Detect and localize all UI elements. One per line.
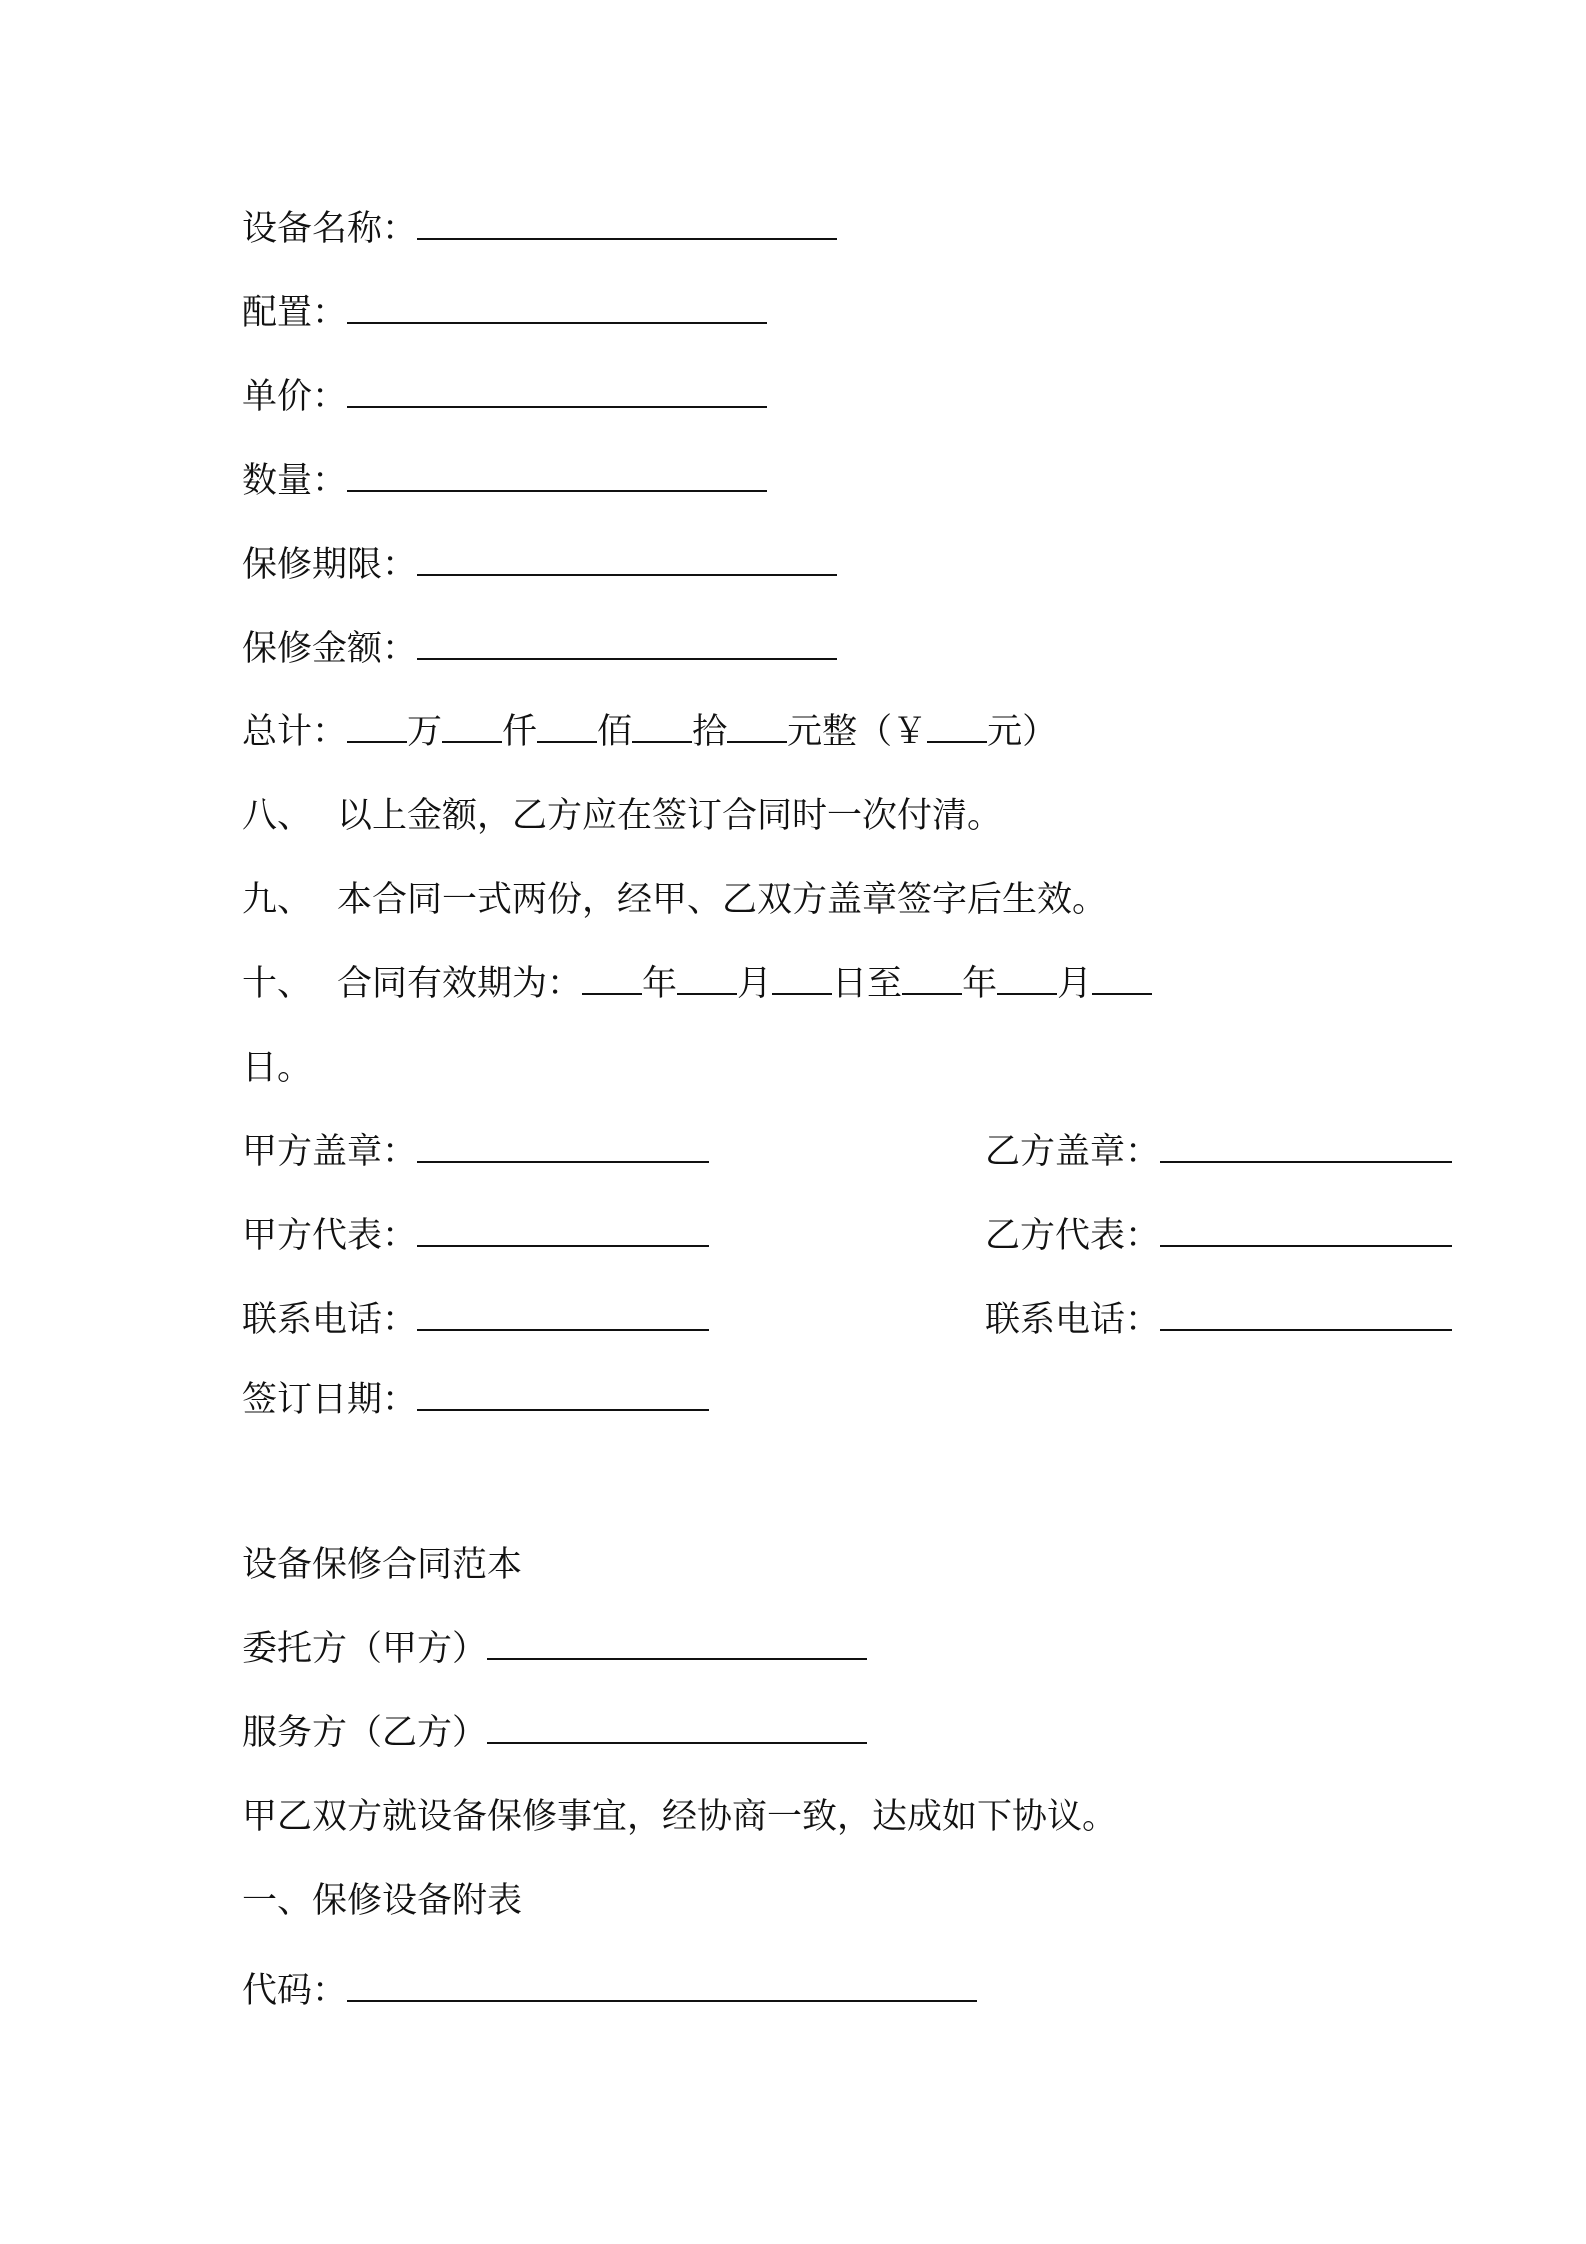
equipment-name-line [242,205,837,253]
provider-blank[interactable] [487,1712,867,1744]
party-b-rep-blank[interactable] [1160,1215,1452,1247]
total-wan-blank[interactable] [347,711,407,743]
end-month-blank[interactable] [997,963,1057,995]
clause-10 [242,960,1152,1008]
representative-row [242,1212,1161,1260]
party-a-phone-label: 联系电话： [242,1300,418,1340]
party-b-rep [985,1212,1452,1260]
client-blank[interactable] [487,1628,867,1660]
party-b-rep-label: 乙方代表： [985,1216,1161,1256]
sign-date-label: 签订日期： [242,1380,418,1420]
total-qian-unit: 仟 [502,712,538,752]
provider-label: 服务方（乙方） [242,1713,488,1753]
start-year-blank[interactable] [582,963,642,995]
clause-8 [242,792,1002,840]
seal-row [242,1128,1161,1176]
clause-10-text: 合同有效期为： [337,964,583,1004]
code-label: 代码： [242,1971,348,2011]
total-yuan-blank[interactable] [727,711,787,743]
total-rmb-blank[interactable] [927,711,987,743]
quantity-label: 数量： [242,461,348,501]
warranty-amount-blank[interactable] [417,628,837,660]
party-b-seal-label: 乙方盖章： [985,1132,1161,1172]
end-year-blank[interactable] [902,963,962,995]
equipment-name-blank[interactable] [417,208,837,240]
end-year-unit: 年 [962,964,998,1004]
total-qian-blank[interactable] [442,711,502,743]
start-month-unit: 月 [737,964,773,1004]
warranty-period-blank[interactable] [417,544,837,576]
client-label: 委托方（甲方） [242,1629,488,1669]
clause-10-number: 十、 [242,964,313,1004]
clause-9-number: 九、 [242,880,313,920]
warranty-period-line [242,541,837,589]
unit-price-label: 单价： [242,377,348,417]
party-b-seal [985,1128,1452,1176]
intro-text: 甲乙双方就设备保修事宜，经协商一致，达成如下协议。 [242,1797,1118,1837]
unit-price-line [242,373,767,421]
total-yuan-close: 元） [987,712,1058,752]
total-label: 总计： [242,712,348,752]
client-line [242,1625,867,1673]
party-b-phone-blank[interactable] [1160,1299,1452,1331]
total-shi-blank[interactable] [632,711,692,743]
clause-8-text: 以上金额，乙方应在签订合同时一次付清。 [337,796,1003,836]
start-month-blank[interactable] [677,963,737,995]
party-a-rep-label: 甲方代表： [242,1216,418,1256]
clause-8-number: 八、 [242,796,313,836]
clause-9-text: 本合同一式两份，经甲、乙双方盖章签字后生效。 [337,880,1108,920]
provider-line [242,1709,867,1757]
start-day-blank[interactable] [772,963,832,995]
quantity-line [242,457,767,505]
party-a-rep-blank[interactable] [417,1215,709,1247]
code-line [242,1967,977,2015]
total-wan-unit: 万 [407,712,443,752]
config-line [242,289,767,337]
end-month-unit: 月 [1057,964,1093,1004]
phone-row [242,1296,1161,1344]
start-year-unit: 年 [642,964,678,1004]
end-day-blank[interactable] [1092,963,1152,995]
party-b-phone [985,1296,1452,1344]
equipment-name-label: 设备名称： [242,209,418,249]
unit-price-blank[interactable] [347,376,767,408]
warranty-amount-label: 保修金额： [242,629,418,669]
quantity-blank[interactable] [347,460,767,492]
sign-date-row [242,1376,709,1424]
party-b-phone-label: 联系电话： [985,1300,1161,1340]
total-shi-unit: 拾 [692,712,728,752]
total-bai-unit: 佰 [597,712,633,752]
warranty-period-label: 保修期限： [242,545,418,585]
party-b-seal-blank[interactable] [1160,1131,1452,1163]
clause-10-end [242,1044,312,1092]
total-bai-blank[interactable] [537,711,597,743]
section-heading: 一、保修设备附表 [242,1881,523,1921]
code-blank[interactable] [347,1970,977,2002]
config-blank[interactable] [347,292,767,324]
sign-date-blank[interactable] [417,1379,709,1411]
warranty-amount-line [242,625,837,673]
party-a-seal-label: 甲方盖章： [242,1132,418,1172]
total-line [242,708,1057,756]
total-yuan-unit: 元整（￥ [787,712,928,752]
clause-9 [242,876,1107,924]
config-label: 配置： [242,293,348,333]
party-a-phone-blank[interactable] [417,1299,709,1331]
party-a-seal-blank[interactable] [417,1131,709,1163]
template-title: 设备保修合同范本 [242,1545,523,1585]
day-to-unit: 日至 [832,964,903,1004]
end-day-unit: 日。 [242,1048,313,1088]
